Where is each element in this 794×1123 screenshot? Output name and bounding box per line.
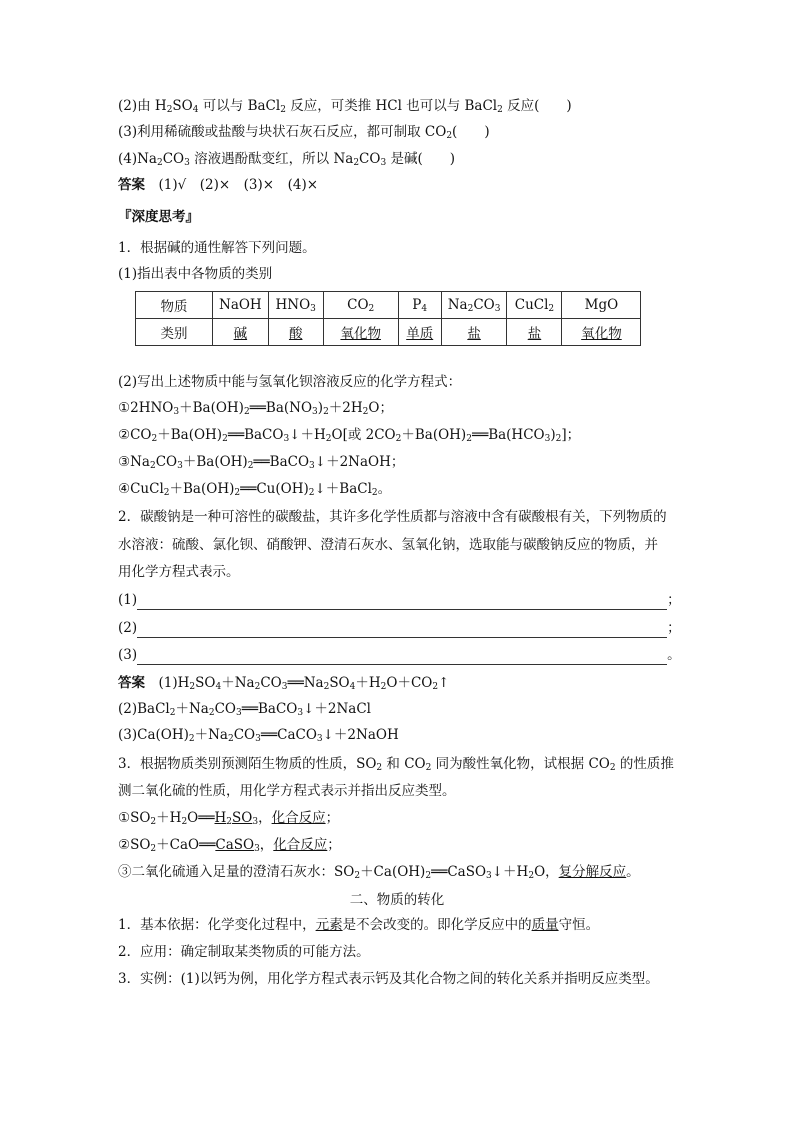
problem-1-sub2: (2)写出上述物质中能与氢氧化钡溶液反应的化学方程式： [118, 374, 462, 390]
table-cell: 盐 [507, 319, 562, 346]
answer-2-1: 答案 $(1)H_2SO_4+Na_2CO_3══Na_2SO_4+H_2O+CO_2↑$ [118, 675, 450, 692]
answer-blank-2: (2) ； [118, 620, 681, 636]
problem-2-line1: 2．碳酸钠是一种可溶性的碳酸盐，其许多化学性质都与溶液中含有碳酸根有关，下列物质的 [118, 509, 667, 525]
table-row [136, 319, 641, 346]
problem-2-line3: 用化学方程式表示。 [118, 564, 240, 580]
answer-1: 答案 (1)√ (2)× (3)× (4)× [118, 177, 319, 193]
table-cell: NaOH [213, 292, 269, 319]
answer-blank-3: (3) 。 [118, 647, 681, 663]
problem-3-line2: 测二氧化硫的性质，用化学方程式表示并指出反应类型。 [118, 783, 456, 799]
table-cell: MgO [562, 292, 641, 319]
application-line: 2．应用：确定制取某类物质的可能方法。 [118, 944, 370, 960]
table-cell: 氧化物 [323, 319, 398, 346]
table-cell: 酸 [268, 319, 323, 346]
statement-3: (3)利用稀硫酸或盐酸与块状石灰石反应，都可制取 $CO_2$( ) [118, 124, 490, 141]
table-cell: 碱 [213, 319, 269, 346]
basis-line: 1．基本依据：化学变化过程中，元素是不会改变的。即化学反应中的质量守恒。 [118, 917, 600, 933]
answer-2-2: $(2)BaCl_2+Na_2CO_3══BaCO_3↓+2NaCl$ [118, 701, 372, 718]
table-cell: 单质 [398, 319, 441, 346]
so2-equation-3: ③二氧化硫通入足量的澄清石灰水：$SO_2+Ca(OH)_2══CaSO_3↓+H_2O$，复分解反应。 [118, 864, 640, 881]
table-cell: 类别 [136, 319, 213, 346]
table-cell: $P_4$ [398, 292, 441, 319]
statement-4: $(4)Na_2CO_3$ 溶液遇酚酞变红，所以 $Na_2CO_3$ 是碱( ) [118, 151, 456, 168]
so2-equation-1: $①SO_2+H_2O══H_2SO_3$，化合反应； [118, 810, 340, 827]
table-cell: $HNO_3$ [268, 292, 323, 319]
equation-2: $②CO_2+Ba(OH)_2══BaCO_3↓+H_2O$[或 $2CO_2+Ba(OH)_2══Ba(HCO_3)_2$]； [118, 427, 581, 444]
deep-think-heading: 『深度思考』 [118, 209, 199, 225]
table-cell: 物质 [136, 292, 213, 319]
table-cell: 氧化物 [562, 319, 641, 346]
problem-3-line1: 3．根据物质类别预测陌生物质的性质，$SO_2$ 和 $CO_2$ 同为酸性氧化物，试根据 $CO_2$ 的性质推 [118, 756, 674, 773]
table-cell: CuCl$_2$ [507, 292, 562, 319]
section-title: 二、物质的转化 [349, 892, 445, 908]
table-cell: $CO_2$ [323, 292, 398, 319]
equation-1: $①2HNO_3+Ba(OH)_2══Ba(NO_3)_2+2H_2O$； [118, 400, 393, 417]
table-row [136, 292, 641, 319]
equation-3: $③Na_2CO_3+Ba(OH)_2══BaCO_3↓+2NaOH$； [118, 454, 405, 471]
so2-equation-2: $②SO_2+CaO══CaSO_3$，化合反应； [118, 837, 341, 854]
table-cell: 盐 [441, 319, 507, 346]
table-cell: $Na_2CO_3$ [441, 292, 507, 319]
answer-2-3: $(3)Ca(OH)_2+Na_2CO_3══CaCO_3↓+2NaOH$ [118, 727, 399, 744]
statement-2: (2)由 $H_2SO_4$ 可以与 BaCl$_2$ 反应，可类推 HCl 也可以与 BaCl$_2$ 反应( ) [118, 98, 572, 115]
equation-4: $④CuCl_2+Ba(OH)_2══Cu(OH)_2↓+BaCl_2$。 [118, 481, 392, 498]
answer-blank-1: (1) ； [118, 592, 681, 608]
classification-table [135, 291, 641, 346]
problem-1-sub1: (1)指出表中各物质的类别 [118, 266, 273, 282]
problem-1-title: 1．根据碱的通性解答下列问题。 [118, 240, 316, 256]
problem-2-line2: 水溶液：硫酸、氯化钡、硝酸钾、澄清石灰水、氢氧化钠，选取能与碳酸钠反应的物质，并 [118, 537, 658, 553]
example-line: 3．实例：(1)以钙为例，用化学方程式表示钙及其化合物之间的转化关系并指明反应类型。 [118, 971, 659, 987]
